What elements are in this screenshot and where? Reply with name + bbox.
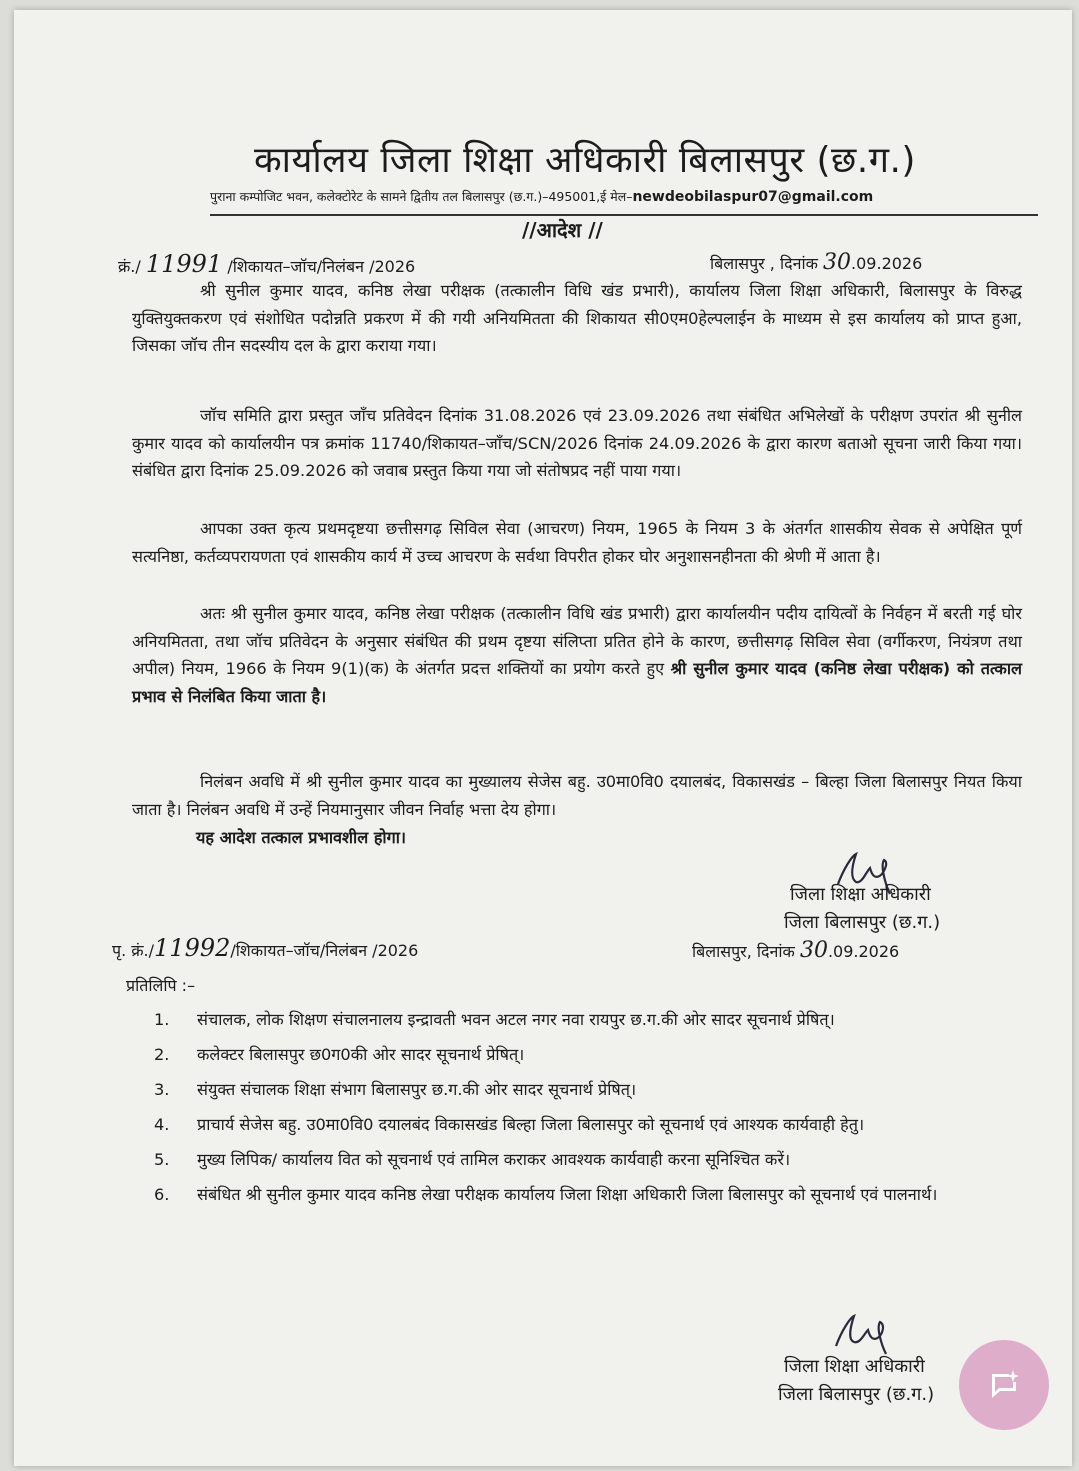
copy-reference bbox=[112, 934, 418, 962]
list-item: 2. कलेक्टर बिलासपुर छ0ग0की ओर सादर सूचनार्थ प्रेषित्। bbox=[154, 1045, 525, 1064]
signatory-title-2: जिला शिक्षा अधिकारी bbox=[784, 1356, 925, 1377]
copy-ref-prefix: पृ. क्रं./ bbox=[112, 941, 155, 960]
order-heading: //आदेश // bbox=[522, 218, 603, 242]
list-item: 3. संयुक्त संचालक शिक्षा संभाग बिलासपुर छ.ग.की ओर सादर सूचनार्थ प्रेषित्। bbox=[154, 1080, 637, 1099]
list-item: 6. संबंधित श्री सुनील कुमार यादव कनिष्ठ लेखा परीक्षक कार्यालय जिला शिक्षा अधिकारी जिला बिलासपुर को सूचनार्थ एवं पालनार्थ। bbox=[154, 1185, 938, 1204]
copy-date-day-handwritten: 30 bbox=[799, 938, 828, 963]
signatory-district-1: जिला बिलासपुर (छ.ग.) bbox=[784, 912, 941, 933]
place-date-label: बिलासपुर , दिनांक bbox=[710, 254, 818, 273]
ref-suffix: /शिकायत–जॉच/निलंबन /2026 bbox=[227, 257, 416, 276]
effective-statement: यह आदेश तत्काल प्रभावशील होगा। bbox=[196, 828, 407, 847]
office-email: newdeobilaspur07@gmail.com bbox=[632, 189, 874, 205]
ref-number-handwritten: 11991 bbox=[145, 250, 223, 278]
sparkle-chat-icon bbox=[987, 1368, 1021, 1402]
list-item: 4. प्राचार्य सेजेस बहु. उ0मा0वि0 दयालबंद विकासखंड बिल्हा जिला बिलासपुर को सूचनार्थ एवं आश्यक कार्यवाही हेतु। bbox=[154, 1115, 865, 1134]
paragraph-1: श्री सुनील कुमार यादव, कनिष्ठ लेखा परीक्षक (तत्कालीन विधि खंड प्रभारी), कार्यालय जिला शिक्षा अधिकारी, बिलासपुर के विरुद्ध युक्तियुक्तकरण एवं संशोधित पदोन्नति प्रकरण में की गयी अनियमितता की शिकायत सी0एम0हेल्पलाईन के माध्यम से इस कार्यालय को प्राप्त हुआ, जिसका जॉच तीन सदस्यीय दल के द्वारा कराया गया। bbox=[132, 281, 1022, 356]
copy-date-rest: .09.2026 bbox=[827, 942, 900, 961]
date-rest: .09.2026 bbox=[851, 254, 923, 273]
paragraph-2: जॉच समिति द्वारा प्रस्तुत जाँच प्रतिवेदन दिनांक 31.08.2026 एवं 23.09.2026 तथा संबंधित अभिलेखों के परीक्षण उपरांत श्री सुनील कुमार यादव को कार्यालयीन पत्र क्रमांक 11740/शिकायत–जाँच/SCN/2026 दिनांक 24.09.2026 के द्वारा कारण बताओ सूचना जारी किया गया। संबंधित द्वारा दिनांक 25.09.2026 को जवाब प्रस्तुत किया गया जो संतोषप्रद नहीं पाया गया। bbox=[132, 406, 1022, 481]
order-reference bbox=[118, 250, 415, 278]
office-title: कार्यालय जिला शिक्षा अधिकारी बिलासपुर (छ.ग.) bbox=[254, 140, 916, 181]
signature-mark-2 bbox=[826, 1310, 896, 1358]
copy-date bbox=[692, 938, 899, 963]
paragraph-5: निलंबन अवधि में श्री सुनील कुमार यादव का मुख्यालय सेजेस बहु. उ0मा0वि0 दयालबंद, विकासखंड – बिल्हा जिला बिलासपुर नियत किया जाता है। निलंबन अवधि में उन्हें नियमानुसार जीवन निर्वाह भत्ता देय होगा। bbox=[132, 772, 1022, 819]
list-item: 1. संचालक, लोक शिक्षण संचालनालय इन्द्रावती भवन अटल नगर नवा रायपुर छ.ग.की ओर सादर सूचनार्थ प्रेषित्। bbox=[154, 1010, 835, 1029]
floating-action-button[interactable] bbox=[959, 1340, 1049, 1430]
copy-place-date-label: बिलासपुर, दिनांक bbox=[692, 942, 795, 961]
copy-list bbox=[154, 1006, 999, 1216]
paragraph-3: आपका उक्त कृत्य प्रथमदृष्टया छत्तीसगढ़ सिविल सेवा (आचरण) नियम, 1965 के नियम 3 के अंतर्गत शासकीय सेवक से अपेक्षित पूर्ण सत्यनिष्ठा, कर्तव्यपरायणता एवं शासकीय कार्य में उच्च आचरण के सर्वथा विपरीत होकर घोर अनुशासनहीनता की श्रेणी में आता है। bbox=[132, 519, 1022, 566]
signatory-district-2: जिला बिलासपुर (छ.ग.) bbox=[778, 1384, 935, 1405]
copy-ref-number-handwritten: 11992 bbox=[154, 934, 231, 962]
order-date bbox=[710, 250, 922, 275]
document-page bbox=[14, 10, 1072, 1466]
ref-prefix: क्रं./ bbox=[118, 257, 141, 276]
copy-ref-suffix: /शिकायत–जॉच/निलंबन /2026 bbox=[230, 941, 419, 960]
header-divider bbox=[210, 214, 1038, 216]
paragraph-4: अतः श्री सुनील कुमार यादव, कनिष्ठ लेखा परीक्षक (तत्कालीन विधि खंड प्रभारी) द्वारा कार्यालयीन पदीय दायित्वों के निर्वहन में बरती गई घोर अनियमितता, तथा जॉच प्रतिवेदन के अनुसार संबंधित की प्रथम दृष्टया संलिप्ता प्रतित होने के कारण, छत्तीसगढ़ सिविल सेवा (वर्गीकरण, नियंत्रण तथा अपील) नियम, 1966 के नियम 9(1)(क) के अंतर्गत प्रदत्त शक्तियों का प्रयोग करते हुए श्री सुनील कुमार यादव (कनिष्ठ लेखा परीक्षक) को तत्काल प्रभाव से निलंबित किया जाता है। bbox=[132, 604, 1022, 706]
signatory-title-1: जिला शिक्षा अधिकारी bbox=[790, 884, 931, 905]
suspension-statement: श्री सुनील कुमार यादव (कनिष्ठ लेखा परीक्षक) को तत्काल प्रभाव से निलंबित किया जाता है। bbox=[132, 659, 1022, 706]
date-day-handwritten: 30 bbox=[823, 250, 852, 275]
list-item: 5. मुख्य लिपिक/ कार्यालय वित को सूचनार्थ एवं तामिल कराकर आवश्यक कार्यवाही करना सूनिश्चित करें। bbox=[154, 1150, 791, 1169]
office-address bbox=[210, 188, 873, 205]
address-text: पुराना कम्पोजिट भवन, कलेक्टोरेट के सामने द्वितीय तल बिलासपुर (छ.ग.)–495001,ई मेल– bbox=[210, 189, 633, 204]
copy-title: प्रतिलिपि :– bbox=[126, 976, 196, 995]
